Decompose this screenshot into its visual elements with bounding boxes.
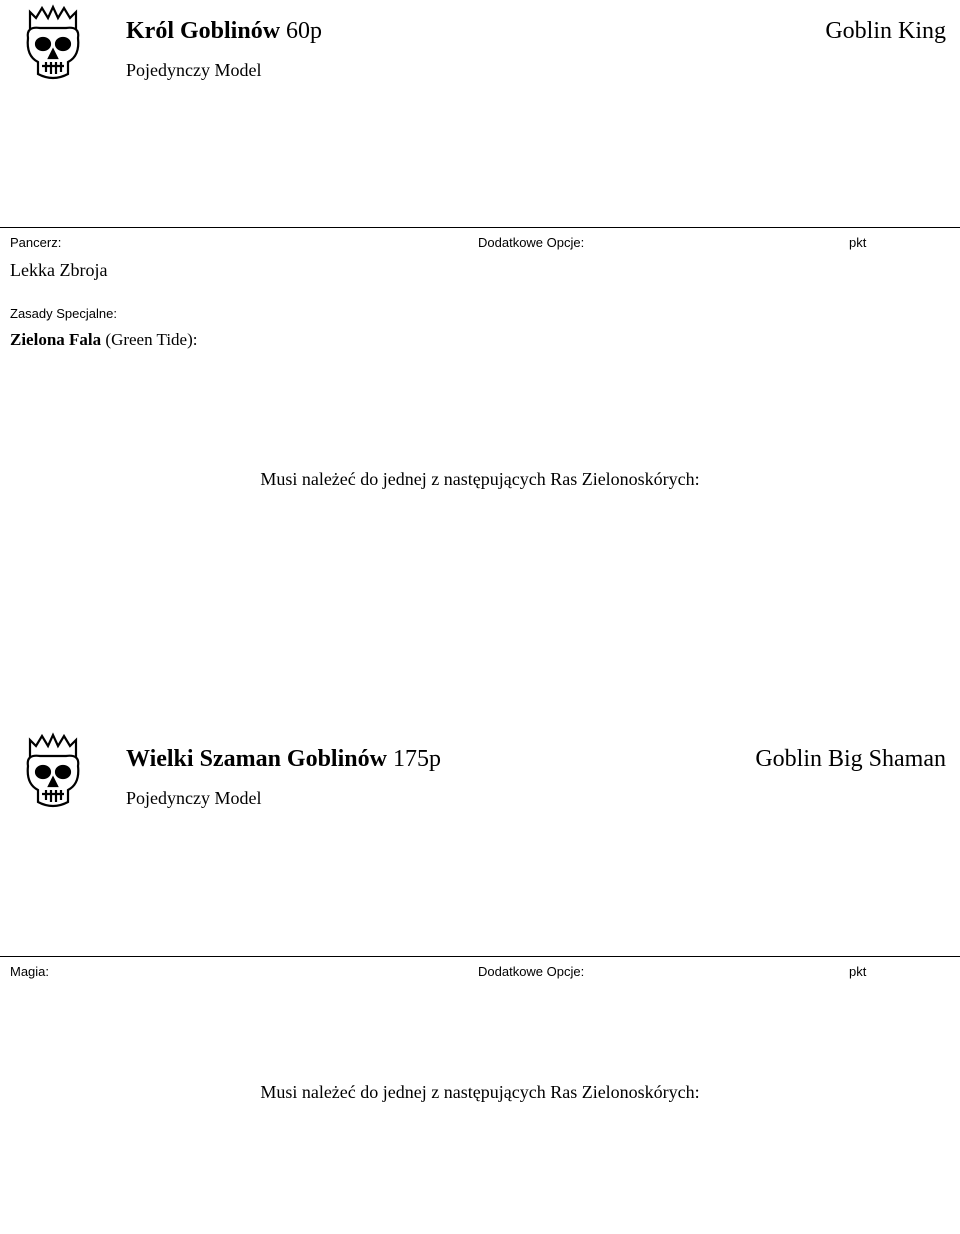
unit-name: Król Goblinów [126, 18, 281, 44]
options-label: Dodatkowe Opcje: [478, 964, 585, 979]
special-rule-name: Zielona Fala [10, 330, 102, 349]
model-type: Pojedynczy Model [126, 60, 262, 80]
pkt-label: pkt [849, 964, 867, 979]
skull-crown-icon [22, 4, 84, 84]
unit-title [126, 746, 441, 773]
model-type: Pojedynczy Model [126, 788, 262, 808]
unit-title [126, 18, 322, 45]
race-header: Musi należeć do jednej z następujących Ras Zielonoskórych: [260, 1082, 700, 1102]
divider [0, 956, 960, 957]
english-name: Goblin King [825, 18, 946, 44]
options-label: Dodatkowe Opcje: [478, 235, 585, 250]
english-name: Goblin Big Shaman [755, 746, 946, 772]
pkt-label: pkt [849, 235, 867, 250]
unit-name: Wielki Szaman Goblinów [126, 746, 387, 772]
magic-label: Magia: [10, 964, 50, 979]
divider [0, 227, 960, 228]
special-rule-title [10, 330, 197, 350]
special-rule-suffix: (Green Tide): [105, 330, 198, 349]
special-rules-label: Zasady Specjalne: [10, 306, 117, 321]
race-header: Musi należeć do jednej z następujących Ras Zielonoskórych: [260, 469, 700, 489]
unit-points: 60p [286, 18, 323, 44]
armour-value: Lekka Zbroja [10, 260, 108, 280]
skull-crown-icon [22, 732, 84, 812]
armour-label: Pancerz: [10, 235, 62, 250]
unit-points: 175p [392, 746, 441, 772]
